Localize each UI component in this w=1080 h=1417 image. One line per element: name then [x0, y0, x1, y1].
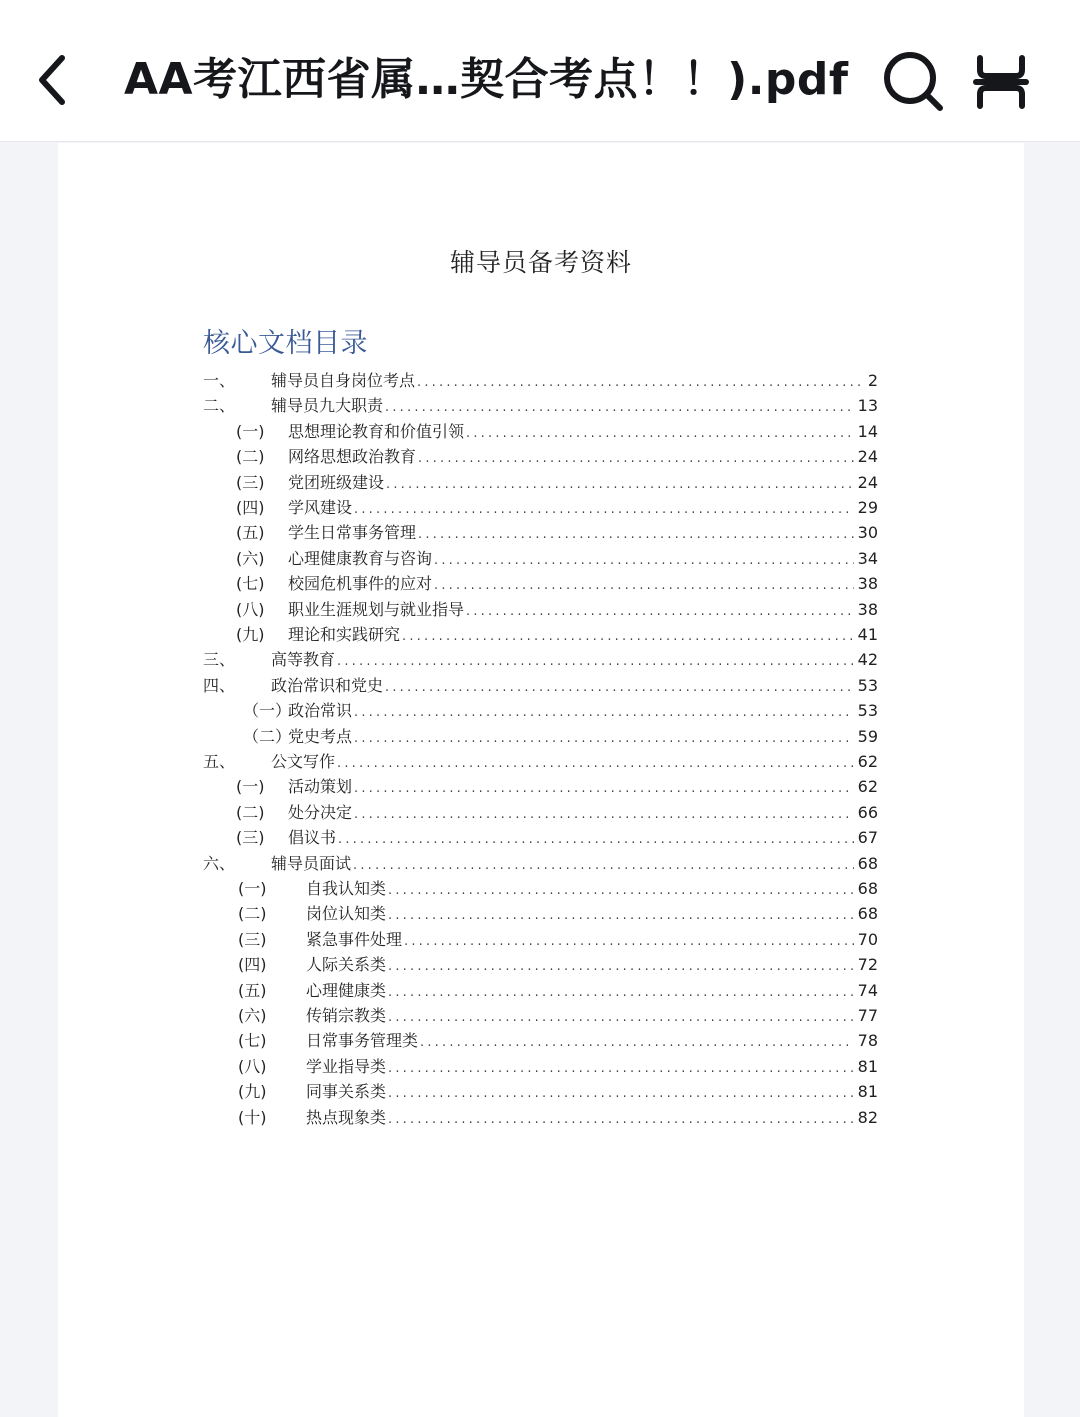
toc-entry-page: 62: [857, 777, 878, 797]
toc-entry[interactable]: [236, 597, 878, 622]
toc-dot-leader: [417, 370, 864, 395]
toc-entry-label: 政治常识和党史: [271, 675, 384, 695]
toc-entry-page: 81: [857, 1056, 878, 1076]
toc-entry[interactable]: [236, 622, 878, 647]
toc-entry[interactable]: [236, 546, 878, 571]
chevron-left-icon: [28, 48, 84, 112]
toc-entry[interactable]: [236, 774, 878, 799]
toc-entry-number: 六、: [203, 853, 236, 873]
toc-dot-leader: [388, 1005, 854, 1030]
toc-entry[interactable]: [236, 825, 878, 850]
toc-entry-number: (五): [238, 980, 267, 1000]
toc-entry-label: 心理健康教育与咨询: [288, 548, 433, 568]
search-button[interactable]: [878, 46, 948, 116]
toc-entry-label: 公文写作: [271, 752, 336, 771]
toc-entry-page: 24: [857, 447, 878, 467]
toc-entry-number: (一): [236, 777, 265, 797]
toc-entry-page: 13: [857, 396, 878, 416]
toc-entry-number: (六): [238, 1006, 267, 1025]
toc-entry-number: (二): [238, 904, 267, 924]
toc-entry[interactable]: [203, 673, 878, 698]
pdf-page[interactable]: [58, 143, 1024, 1417]
toc-entry-page: 29: [857, 498, 878, 517]
top-bar: [0, 0, 1080, 142]
toc-entry-number: (七): [238, 1031, 267, 1051]
toc-entry[interactable]: [203, 393, 878, 418]
toc-dot-leader: [337, 751, 854, 776]
toc-entry-label: 辅导员面试: [271, 853, 352, 873]
toc-entry[interactable]: [238, 927, 878, 952]
toc-entry-label: 活动策划: [288, 777, 353, 797]
toc-dot-leader: [354, 700, 854, 725]
toc-entry-label: 自我认知类: [306, 879, 387, 898]
toc-dot-leader: [388, 903, 854, 928]
toc-entry-label: 网络思想政治教育: [288, 447, 417, 467]
toc-dot-leader: [466, 599, 854, 624]
toc-entry-label: 日常事务管理类: [306, 1031, 419, 1051]
toc-entry[interactable]: [238, 1079, 878, 1104]
toc-entry[interactable]: [238, 876, 878, 901]
toc-entry-page: 74: [857, 980, 878, 1000]
toc-title: 核心文档目录: [203, 328, 368, 359]
document-heading: 辅导员备考资料: [449, 248, 632, 277]
toc-entry-number: (七): [236, 574, 265, 594]
toc-entry[interactable]: [238, 978, 878, 1003]
toc-entry[interactable]: [238, 901, 878, 926]
toc-dot-leader: [337, 649, 854, 674]
toc-entry-label: 心理健康类: [306, 980, 387, 1000]
toc-entry-label: 辅导员九大职责: [271, 396, 384, 416]
toc-entry-label: 同事关系类: [306, 1082, 387, 1102]
toc-entry-number: (二): [236, 802, 265, 822]
toc-entry-page: 41: [857, 625, 878, 644]
toc-entry-number: (九): [238, 1082, 267, 1102]
toc-entry-number: (四): [236, 498, 265, 517]
toc-dot-leader: [418, 522, 854, 547]
toc-entry[interactable]: [203, 368, 878, 393]
toc-entry[interactable]: [236, 470, 878, 495]
toc-dot-leader: [404, 929, 854, 954]
toc-entry-number: 一、: [203, 371, 236, 390]
toc-entry-page: 78: [857, 1031, 878, 1051]
toc-dot-leader: [388, 954, 854, 979]
toc-dot-leader: [386, 472, 854, 497]
toc-entry[interactable]: [236, 444, 878, 469]
toc-entry-page: 59: [857, 726, 878, 746]
toc-entry[interactable]: [243, 698, 878, 723]
toc-entry[interactable]: [203, 851, 878, 876]
toc-entry[interactable]: [203, 647, 878, 672]
toc-entry-label: 校园危机事件的应对: [288, 574, 433, 594]
toc-entry[interactable]: [236, 800, 878, 825]
toc-entry-number: （二）: [243, 726, 292, 746]
toc-dot-leader: [385, 395, 854, 420]
toc-entry-number: (十): [238, 1107, 267, 1127]
toc-entry-page: 38: [857, 599, 878, 619]
toc-entry-number: (一): [236, 421, 265, 441]
toc-entry-number: (五): [236, 523, 265, 543]
toc-dot-leader: [354, 776, 854, 801]
toc-entry-number: (三): [238, 929, 267, 949]
toc-entry[interactable]: [243, 724, 878, 749]
toc-dot-leader: [402, 624, 854, 649]
toc-entry-page: 42: [857, 650, 878, 670]
toc-entry-page: 81: [857, 1082, 878, 1102]
toc-entry-label: 思想理论教育和价值引领: [288, 421, 465, 441]
toc-dot-leader: [418, 446, 854, 471]
toc-entry[interactable]: [203, 749, 878, 774]
toc-entry-page: 68: [857, 853, 878, 873]
document-title: AA考江西省属…契合考点！！).pdf: [124, 54, 849, 105]
back-button[interactable]: [28, 48, 84, 112]
toc-entry-page: 62: [857, 752, 878, 771]
toc-entry-label: 人际关系类: [306, 955, 387, 975]
toc-entry-page: 77: [857, 1006, 878, 1025]
toc-entry-label: 传销宗教类: [306, 1006, 387, 1025]
toc-entry-number: (六): [236, 548, 265, 568]
toc-entry-page: 68: [857, 904, 878, 924]
toc-dot-leader: [338, 827, 854, 852]
toc-entry-page: 67: [857, 828, 878, 848]
menu-button[interactable]: [968, 52, 1034, 112]
toc-entry-label: 党团班级建设: [288, 472, 385, 492]
toc-entry-page: 14: [857, 421, 878, 441]
toc-entry-page: 72: [857, 955, 878, 975]
toc-entry-label: 倡议书: [288, 828, 337, 848]
toc-entry-label: 辅导员自身岗位考点: [271, 371, 416, 390]
toc-entry[interactable]: [238, 1105, 878, 1130]
toc-entry-label: 理论和实践研究: [288, 625, 401, 644]
toc-dot-leader: [354, 802, 854, 827]
toc-entry-label: 党史考点: [288, 726, 353, 746]
toc-entry[interactable]: [238, 1003, 878, 1028]
toc-dot-leader: [388, 980, 854, 1005]
toc-entry-page: 30: [857, 523, 878, 543]
toc-dot-leader: [354, 726, 854, 751]
toc-entry-label: 政治常识: [288, 701, 353, 721]
toc-dot-leader: [388, 1056, 854, 1081]
menu-icon: [968, 52, 1034, 112]
search-icon: [878, 46, 948, 116]
toc-entry-page: 34: [857, 548, 878, 568]
toc-entry-label: 职业生涯规划与就业指导: [288, 599, 465, 619]
toc-entry-number: 二、: [203, 396, 236, 416]
toc-entry-page: 38: [857, 574, 878, 594]
toc-entry-label: 学风建设: [288, 498, 353, 517]
toc-entry-page: 53: [857, 675, 878, 695]
toc-dot-leader: [354, 497, 854, 522]
toc-entry-number: (三): [236, 828, 265, 848]
toc-entry[interactable]: [238, 1028, 878, 1053]
toc-entry-page: 2: [867, 371, 878, 390]
toc-entry-label: 学业指导类: [306, 1056, 387, 1076]
toc-entry[interactable]: [238, 952, 878, 977]
toc-entry[interactable]: [238, 1054, 878, 1079]
toc-entry[interactable]: [236, 520, 878, 545]
toc-entry-label: 热点现象类: [306, 1107, 387, 1127]
toc-entry-number: 四、: [203, 675, 236, 695]
toc-entry-label: 紧急事件处理: [306, 929, 403, 949]
toc-entry-number: (三): [236, 472, 265, 492]
toc-dot-leader: [388, 878, 854, 903]
toc-dot-leader: [420, 1030, 854, 1055]
toc-entry-page: 66: [857, 802, 878, 822]
toc-entry-number: 三、: [203, 650, 236, 670]
toc-entry-label: 岗位认知类: [306, 904, 387, 924]
toc-entry-number: (一): [238, 879, 267, 898]
toc-entry-page: 70: [857, 929, 878, 949]
toc-entry-label: 高等教育: [271, 650, 336, 670]
toc-dot-leader: [388, 1081, 854, 1106]
toc-dot-leader: [434, 573, 854, 598]
toc-entry-number: (四): [238, 955, 267, 975]
toc-entry-number: 五、: [203, 752, 236, 771]
toc-entry-number: (八): [236, 599, 265, 619]
toc-dot-leader: [466, 421, 854, 446]
toc-dot-leader: [385, 675, 854, 700]
toc-entry-number: (九): [236, 625, 265, 644]
toc-entry-number: (二): [236, 447, 265, 467]
toc-entry-label: 处分决定: [288, 802, 353, 822]
toc-entry-page: 82: [857, 1107, 878, 1127]
toc-entry-number: (八): [238, 1056, 267, 1076]
toc-entry-label: 学生日常事务管理: [288, 523, 417, 543]
toc-entry-page: 24: [857, 472, 878, 492]
toc-dot-leader: [388, 1107, 854, 1132]
toc-entry-page: 68: [857, 879, 878, 898]
toc-dot-leader: [434, 548, 854, 573]
toc-dot-leader: [353, 853, 854, 878]
toc-entry[interactable]: [236, 571, 878, 596]
toc-entry-page: 53: [857, 701, 878, 721]
toc-entry[interactable]: [236, 495, 878, 520]
toc-entry-number: （一）: [243, 701, 292, 721]
toc-entry[interactable]: [236, 419, 878, 444]
